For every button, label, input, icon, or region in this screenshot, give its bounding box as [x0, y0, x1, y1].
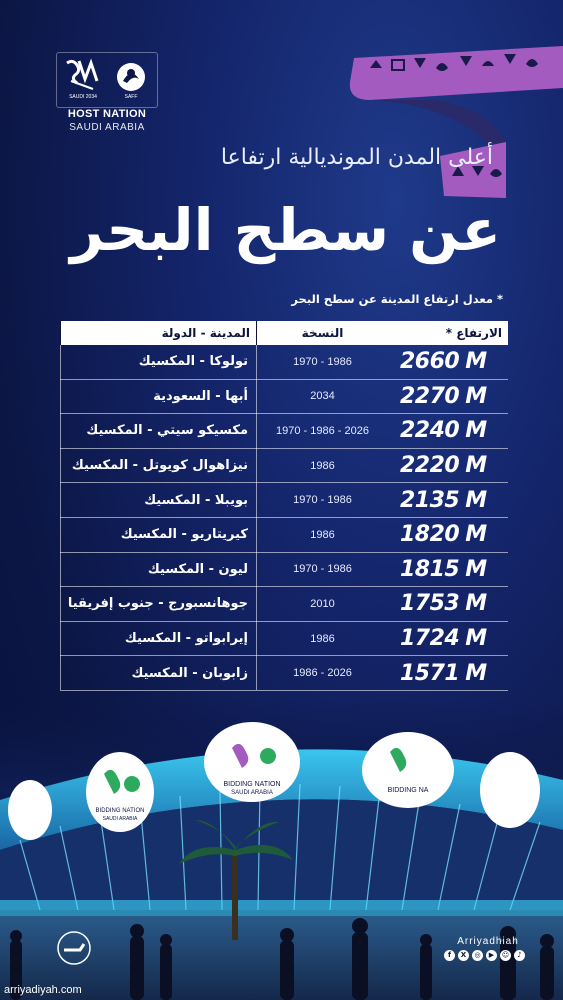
social-icons — [444, 950, 525, 961]
altitude-unit: M — [465, 349, 487, 375]
altitude-cell — [388, 517, 508, 552]
altitude-cell — [388, 621, 508, 656]
svg-text:BIDDING NATION: BIDDING NATION — [223, 781, 281, 788]
header-altitude: الارتفاع * — [445, 326, 502, 340]
svg-text:BIDDING NATION: BIDDING NATION — [95, 808, 145, 814]
altitude-value: 1753 — [400, 591, 460, 617]
header-city-country: المدينة - الدولة — [60, 321, 256, 345]
altitude-value: 2220 — [400, 453, 460, 479]
city-cell: كيريتاريو - المكسيك — [60, 517, 256, 552]
brand-name: Arriyadhiah — [457, 936, 519, 947]
altitude-cell — [388, 345, 508, 380]
subtitle: أعلى المدن المونديالية ارتفاعا — [220, 145, 493, 170]
altitude-value: 1571 — [400, 660, 460, 686]
altitude-cell — [388, 656, 508, 691]
table-row — [60, 414, 508, 449]
svg-text:SAFF: SAFF — [124, 94, 138, 99]
purple-ribbon-decoration — [340, 46, 563, 206]
edition-cell: 1986 - 2026 — [256, 656, 388, 691]
altitude-value: 2240 — [400, 418, 460, 444]
altitude-unit: M — [465, 487, 487, 513]
altitude-cell — [388, 552, 508, 587]
instagram-icon[interactable]: ◎ — [472, 950, 483, 961]
edition-cell: 2034 — [256, 379, 388, 414]
city-cell: مكسيكو سيتي - المكسيك — [60, 414, 256, 449]
altitude-unit: M — [465, 383, 487, 409]
altitude-unit: M — [465, 453, 487, 479]
svg-text:SAUDI 2034: SAUDI 2034 — [69, 94, 97, 100]
facebook-icon[interactable]: f — [444, 950, 455, 961]
table-row — [60, 345, 508, 380]
x-icon[interactable]: X — [458, 950, 469, 961]
altitude-value: 1724 — [400, 626, 460, 652]
table-row — [60, 656, 508, 691]
altitude-value: 2135 — [400, 487, 460, 513]
table-row — [60, 380, 508, 415]
altitude-cell — [388, 587, 508, 622]
city-cell: نيزاهوال كويوتل - المكسيك — [60, 448, 256, 483]
svg-text:BIDDING NA: BIDDING NA — [387, 787, 429, 794]
table-header — [60, 321, 508, 345]
snapchat-icon[interactable]: ☺ — [501, 951, 510, 959]
city-cell: بويبلا - المكسيك — [60, 483, 256, 518]
header-edition: النسخة — [256, 321, 388, 345]
altitude-unit: M — [465, 591, 487, 617]
host-logos — [56, 52, 158, 108]
edition-cell: 2010 — [256, 587, 388, 622]
city-cell: ليون - المكسيك — [60, 552, 256, 587]
altitude-value: 1820 — [400, 522, 460, 548]
table-row — [60, 553, 508, 588]
altitude-unit: M — [465, 626, 487, 652]
altitude-cell — [388, 379, 508, 414]
altitude-unit: M — [465, 556, 487, 582]
edition-cell: 1970 - 1986 - 2026 — [256, 414, 388, 449]
edition-cell: 1970 - 1986 — [256, 345, 388, 380]
altitude-value: 2270 — [400, 383, 460, 409]
altitude-cell — [388, 414, 508, 449]
table-row — [60, 483, 508, 518]
city-cell: زابوبان - المكسيك — [60, 656, 256, 691]
corner-logo-icon — [56, 930, 94, 966]
edition-cell: 1986 — [256, 517, 388, 552]
edition-cell: 1970 - 1986 — [256, 483, 388, 518]
saff-logo-icon — [111, 59, 151, 99]
altitude-cell — [388, 483, 508, 518]
saudi-2034-logo-icon — [63, 57, 103, 101]
city-cell: أبها - السعودية — [60, 379, 256, 414]
main-title: عن سطح البحر — [70, 196, 501, 264]
altitude-footnote: * معدل ارتفاع المدينة عن سطح البحر — [291, 292, 503, 306]
table-row — [60, 449, 508, 484]
altitude-unit: M — [465, 418, 487, 444]
edition-cell: 1970 - 1986 — [256, 552, 388, 587]
table-body — [60, 345, 508, 691]
edition-cell: 1986 — [256, 448, 388, 483]
table-row — [60, 622, 508, 657]
altitude-cell — [388, 448, 508, 483]
altitude-unit: M — [465, 522, 487, 548]
city-cell: جوهانسبورج - جنوب إفريقيا — [60, 587, 256, 622]
altitude-unit: M — [465, 660, 487, 686]
city-cell: تولوكا - المكسيك — [60, 345, 256, 380]
tiktok-icon[interactable]: ♪ — [514, 950, 525, 961]
site-url[interactable]: arriyadiyah.com — [4, 984, 82, 996]
table-row — [60, 518, 508, 553]
svg-text:SAUDI ARABIA: SAUDI ARABIA — [231, 790, 273, 796]
altitude-value: 1815 — [400, 556, 460, 582]
youtube-icon[interactable]: ▶ — [486, 950, 497, 961]
table-row — [60, 587, 508, 622]
host-nation-label: HOST NATION — [67, 108, 147, 120]
svg-text:SAUDI ARABIA: SAUDI ARABIA — [102, 816, 138, 822]
altitude-value: 2660 — [400, 349, 460, 375]
city-cell: إيرابواتو - المكسيك — [60, 621, 256, 656]
altitude-table — [60, 321, 508, 691]
saudi-arabia-label: SAUDI ARABIA — [69, 122, 145, 133]
edition-cell: 1986 — [256, 621, 388, 656]
